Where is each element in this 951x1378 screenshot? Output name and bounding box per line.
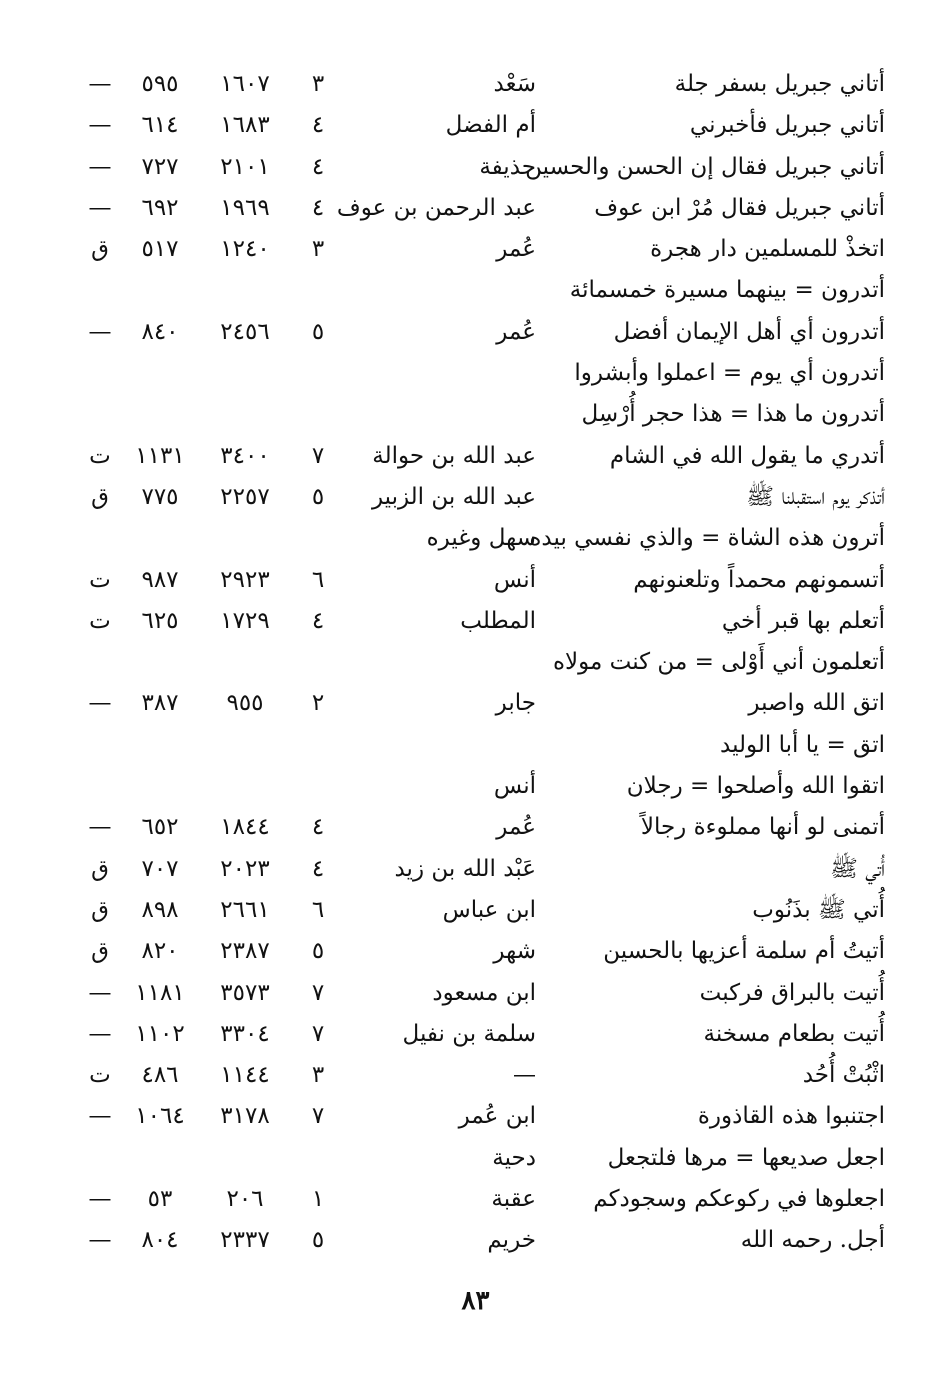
page-ref xyxy=(205,353,285,394)
source-code: — xyxy=(88,112,112,139)
source-code xyxy=(80,518,120,559)
hadith-number: ٩٨٧ xyxy=(141,566,179,593)
narrator xyxy=(346,642,536,683)
narrator: دحية xyxy=(492,1144,536,1171)
table-row xyxy=(0,683,951,724)
table-row xyxy=(0,1055,951,1096)
table-row xyxy=(0,436,951,477)
narrator: عبد الرحمن بن عوف xyxy=(336,194,536,221)
source-code: ت xyxy=(89,442,111,469)
table-row xyxy=(0,601,951,642)
volume-number: ٣ xyxy=(311,71,325,97)
volume-number: ٥ xyxy=(311,1227,325,1254)
hadith-number: ٨٤٠ xyxy=(141,318,179,345)
narrator: المطلب xyxy=(460,607,536,634)
table-row xyxy=(0,312,951,353)
table-row xyxy=(0,229,951,270)
page-ref: ٣٥٧٣ xyxy=(220,979,270,1006)
narrator xyxy=(346,725,536,766)
hadith-text: أجل. رحمه الله xyxy=(740,1227,885,1254)
table-row xyxy=(0,1096,951,1137)
volume-number xyxy=(298,766,338,807)
source-code xyxy=(80,766,120,807)
hadith-text: اتق = يا أبا الوليد xyxy=(720,731,885,758)
page-ref: ٣١٧٨ xyxy=(220,1103,270,1130)
page-ref xyxy=(205,766,285,807)
narrator: ابن عُمر xyxy=(458,1103,536,1130)
page-ref: ٢٩٢٣ xyxy=(220,566,270,593)
hadith-number: ٣٨٧ xyxy=(141,690,179,717)
hadith-number xyxy=(120,766,200,807)
volume-number: ٤ xyxy=(311,814,325,841)
table-row xyxy=(0,353,951,394)
narrator: عَبْد الله بن زيد xyxy=(394,855,536,882)
volume-number: ٤ xyxy=(311,855,325,882)
hadith-number xyxy=(120,270,200,311)
page-ref: ٢٦٦١ xyxy=(220,896,270,923)
table-row xyxy=(0,931,951,972)
page-ref: ٢٢٥٧ xyxy=(220,483,270,510)
source-code: ت xyxy=(89,1062,111,1089)
page-ref: ١١٤٤ xyxy=(220,1062,270,1089)
source-code: ق xyxy=(91,896,109,923)
narrator: عُمر xyxy=(496,236,536,263)
table-row xyxy=(0,394,951,435)
narrator: عبد الله بن حوالة xyxy=(372,442,536,469)
volume-number: ٦ xyxy=(311,896,325,923)
page-ref: ١٨٤٤ xyxy=(220,814,270,841)
hadith-number: ١١٨١ xyxy=(135,979,185,1006)
source-code: — xyxy=(88,814,112,841)
hadith-number xyxy=(120,353,200,394)
narrator xyxy=(346,353,536,394)
narrator: أنس xyxy=(493,773,536,800)
hadith-number: ١١٠٢ xyxy=(135,1020,185,1047)
table-row xyxy=(0,1138,951,1179)
hadith-text: أتدرون أي يوم = اعملوا وأبشروا xyxy=(574,360,885,387)
source-code: ق xyxy=(91,938,109,965)
hadith-text: أتدرون = بينهما مسيرة خمسمائة xyxy=(569,277,885,304)
page-ref: ٣٣٠٤ xyxy=(220,1020,270,1047)
volume-number xyxy=(298,353,338,394)
hadith-text: أتيتُ أم سلمة أعزيها بالحسين xyxy=(603,938,885,965)
hadith-text: اتقوا الله وأصلحوا = رجلان xyxy=(626,773,885,800)
source-code: — xyxy=(88,1227,112,1254)
volume-number: ٧ xyxy=(311,979,325,1006)
hadith-number: ٨٢٠ xyxy=(141,938,179,965)
hadith-text: أتدرون ما هذا = هذا حجر أُرْسِل xyxy=(581,401,885,428)
page-number: ٨٣ xyxy=(461,1286,490,1316)
source-code: ق xyxy=(91,236,109,263)
hadith-text: أتعلم بها قبر أخي xyxy=(721,607,885,634)
hadith-number xyxy=(120,518,200,559)
hadith-number: ٧٢٧ xyxy=(141,153,179,180)
hadith-text: أتدري ما يقول الله في الشام xyxy=(609,442,885,469)
narrator: — xyxy=(513,1062,536,1089)
source-code: — xyxy=(88,1103,112,1130)
hadith-text: اجعل صديعها = مرها فلتجعل xyxy=(607,1144,885,1171)
source-code: — xyxy=(88,979,112,1006)
table-row xyxy=(0,973,951,1014)
source-code: — xyxy=(88,1020,112,1047)
source-code: — xyxy=(88,1186,112,1213)
hadith-text: أُتي ﷺ xyxy=(830,855,885,882)
hadith-text: أُتيت بالبراق فركبت xyxy=(699,979,885,1006)
volume-number: ٤ xyxy=(311,153,325,180)
volume-number: ١ xyxy=(311,1186,325,1213)
volume-number: ٣ xyxy=(311,1062,325,1089)
volume-number xyxy=(298,270,338,311)
narrator: سلمة بن نفيل xyxy=(402,1020,536,1047)
page-ref: ٩٥٥ xyxy=(226,690,264,717)
narrator: أم الفضل xyxy=(445,112,536,139)
volume-number: ٧ xyxy=(311,1020,325,1047)
hadith-text: اتخذْ للمسلمين دار هجرة xyxy=(650,236,885,263)
hadith-text: أُتيت بطعام مسخنة xyxy=(703,1020,885,1047)
table-row xyxy=(0,147,951,188)
source-code: ت xyxy=(89,607,111,634)
source-code: — xyxy=(88,318,112,345)
volume-number: ٤ xyxy=(311,112,325,139)
hadith-text: اثْبُتْ أُحُد xyxy=(802,1062,885,1089)
table-row xyxy=(0,807,951,848)
source-code: — xyxy=(88,690,112,717)
table-row xyxy=(0,642,951,683)
page-ref: ٢١٠١ xyxy=(220,153,270,180)
page-ref xyxy=(205,518,285,559)
table-row xyxy=(0,890,951,931)
volume-number: ٣ xyxy=(311,236,325,263)
volume-number: ٦ xyxy=(311,566,325,593)
hadith-number: ٥٩٥ xyxy=(141,71,179,97)
hadith-text: أتاني جبريل فقال مُرْ ابن عوف xyxy=(594,194,885,221)
hadith-number: ١٠٦٤ xyxy=(135,1103,185,1130)
table-row xyxy=(0,477,951,518)
narrator xyxy=(346,270,536,311)
hadith-text: أتاني جبريل فأخبرني xyxy=(689,112,885,139)
source-code xyxy=(80,1138,120,1179)
volume-number: ٥ xyxy=(311,483,325,510)
hadith-text: اتق الله واصبر xyxy=(748,690,885,717)
hadith-text: أتعلمون أني أَوْلى = من كنت مولاه xyxy=(552,649,885,676)
hadith-number: ٦٥٢ xyxy=(141,814,179,841)
narrator: عُمر xyxy=(496,318,536,345)
table-row xyxy=(0,560,951,601)
hadith-text: أتمنى لو أنها مملوءة رجالاً xyxy=(640,814,885,841)
table-row xyxy=(0,849,951,890)
hadith-number: ٧٠٧ xyxy=(141,855,179,882)
source-code: ت xyxy=(89,566,111,593)
index-table xyxy=(0,64,951,1262)
page-ref: ٢٠٦ xyxy=(226,1186,264,1213)
source-code xyxy=(80,642,120,683)
table-row xyxy=(0,64,951,105)
volume-number: ٥ xyxy=(311,938,325,965)
hadith-number: ٧٧٥ xyxy=(141,483,179,510)
page-ref: ١٩٦٩ xyxy=(220,194,270,221)
narrator: جابر xyxy=(495,690,536,717)
page-ref xyxy=(205,725,285,766)
narrator: ابن عباس xyxy=(442,896,536,923)
narrator: شهر xyxy=(493,938,536,965)
volume-number xyxy=(298,518,338,559)
page-ref xyxy=(205,1138,285,1179)
hadith-text: أترون هذه الشاة = والذي نفسي بيده xyxy=(529,525,885,552)
narrator: ابن مسعود xyxy=(432,979,536,1006)
page-ref xyxy=(205,270,285,311)
table-row xyxy=(0,1220,951,1261)
hadith-text: أتاني جبريل بسفر جلة xyxy=(674,71,885,97)
page-ref: ٢٣٣٧ xyxy=(220,1227,270,1254)
page-ref xyxy=(205,642,285,683)
narrator xyxy=(346,394,536,435)
table-row xyxy=(0,725,951,766)
source-code: — xyxy=(88,194,112,221)
hadith-number xyxy=(120,642,200,683)
source-code xyxy=(80,353,120,394)
source-code xyxy=(80,725,120,766)
table-row xyxy=(0,1014,951,1055)
table-row xyxy=(0,270,951,311)
volume-number xyxy=(298,1138,338,1179)
narrator: عبد الله بن الزبير xyxy=(371,483,536,510)
volume-number xyxy=(298,725,338,766)
source-code: ق xyxy=(91,855,109,882)
volume-number: ٧ xyxy=(311,1103,325,1130)
hadith-text: اجتنبوا هذه القاذورة xyxy=(697,1103,885,1130)
table-row xyxy=(0,518,951,559)
source-code xyxy=(80,394,120,435)
hadith-text: أتذكر يوم استقبلنا ﷺ xyxy=(746,483,885,510)
volume-number xyxy=(298,394,338,435)
narrator: عُمر xyxy=(496,814,536,841)
hadith-number: ٦٢٥ xyxy=(141,607,179,634)
narrator: أنس xyxy=(493,566,536,593)
hadith-text: اجعلوها في ركوعكم وسجودكم xyxy=(593,1186,885,1213)
hadith-number: ١١٣١ xyxy=(135,442,185,469)
table-row xyxy=(0,188,951,229)
hadith-number: ٦٩٢ xyxy=(141,194,179,221)
volume-number: ٥ xyxy=(311,318,325,345)
page-ref: ٢٣٨٧ xyxy=(220,938,270,965)
page-ref: ١٢٤٠ xyxy=(220,236,270,263)
source-code: — xyxy=(88,71,112,97)
volume-number: ٢ xyxy=(311,690,325,717)
hadith-number: ٨٩٨ xyxy=(141,896,179,923)
narrator: حذيفة xyxy=(479,153,536,180)
page-ref: ٢٠٢٣ xyxy=(220,855,270,882)
source-code: — xyxy=(88,153,112,180)
hadith-text: أتسمونهم محمداً وتلعنونهم xyxy=(633,566,885,593)
narrator: سَعْد xyxy=(493,71,536,97)
volume-number: ٧ xyxy=(311,442,325,469)
hadith-number: ٤٨٦ xyxy=(141,1062,179,1089)
hadith-text: أتاني جبريل فقال إن الحسن والحسين xyxy=(525,153,885,180)
narrator: خريم xyxy=(487,1227,536,1254)
page-ref: ٢٤٥٦ xyxy=(220,318,270,345)
hadith-number: ٥٣ xyxy=(147,1186,173,1213)
table-row xyxy=(0,766,951,807)
page-ref: ١٦٠٧ xyxy=(220,71,270,97)
hadith-number xyxy=(120,394,200,435)
hadith-number: ٦١٤ xyxy=(141,112,179,139)
narrator: عقبة xyxy=(491,1186,536,1213)
volume-number: ٤ xyxy=(311,194,325,221)
volume-number xyxy=(298,642,338,683)
page-ref: ١٧٢٩ xyxy=(220,607,270,634)
page-ref xyxy=(205,394,285,435)
hadith-number: ٥١٧ xyxy=(141,236,179,263)
volume-number: ٤ xyxy=(311,607,325,634)
table-row xyxy=(0,1179,951,1220)
hadith-number: ٨٠٤ xyxy=(141,1227,179,1254)
hadith-number xyxy=(120,1138,200,1179)
page-ref: ٣٤٠٠ xyxy=(220,442,270,469)
table-row xyxy=(0,105,951,146)
hadith-number xyxy=(120,725,200,766)
narrator: سهل وغيره xyxy=(426,525,536,552)
hadith-text: أتدرون أي أهل الإيمان أفضل xyxy=(613,318,885,345)
page-ref: ١٦٨٣ xyxy=(220,112,270,139)
hadith-text: أُتي ﷺ بذَنُوب xyxy=(752,896,885,923)
source-code xyxy=(80,270,120,311)
source-code: ق xyxy=(91,483,109,510)
